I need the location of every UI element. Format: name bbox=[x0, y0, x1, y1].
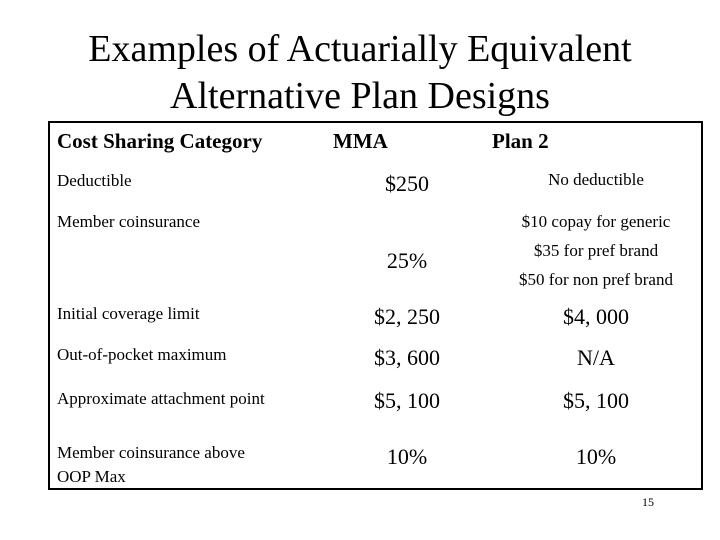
plan2-coinsurance-pref-brand: $35 for pref brand bbox=[533, 241, 659, 260]
mma-deductible-value: $250 bbox=[385, 171, 429, 196]
row-label-initial-coverage-limit: Initial coverage limit bbox=[57, 304, 200, 323]
plan2-coinsurance-above-oop-value: 10% bbox=[575, 444, 617, 469]
plan2-initial-coverage-limit-value: $4, 000 bbox=[563, 304, 629, 329]
row-label-coinsurance-above-oop-line-2: OOP Max bbox=[57, 467, 126, 486]
header-mma: MMA bbox=[333, 129, 388, 153]
page-number: 15 bbox=[642, 495, 654, 509]
header-plan-2: Plan 2 bbox=[492, 129, 549, 153]
plan2-coinsurance-non-pref-brand: $50 for non pref brand bbox=[519, 270, 673, 289]
header-cost-sharing-category: Cost Sharing Category bbox=[57, 129, 263, 153]
plan2-oop-maximum-value: N/A bbox=[577, 345, 615, 370]
title-line-1: Examples of Actuarially Equivalent bbox=[88, 28, 632, 70]
row-label-deductible: Deductible bbox=[57, 171, 132, 190]
plan-comparison-table bbox=[48, 121, 703, 490]
mma-initial-coverage-limit-value: $2, 250 bbox=[374, 304, 440, 329]
row-label-approximate-attachment-point: Approximate attachment point bbox=[57, 389, 265, 408]
row-label-coinsurance-above-oop-line-1: Member coinsurance above bbox=[57, 443, 245, 462]
title-line-2: Alternative Plan Designs bbox=[170, 75, 550, 117]
plan2-deductible-value: No deductible bbox=[548, 170, 644, 189]
row-label-member-coinsurance: Member coinsurance bbox=[57, 212, 201, 231]
mma-coinsurance-above-oop-value: 10% bbox=[386, 444, 428, 469]
plan2-attachment-point-value: $5, 100 bbox=[563, 388, 629, 413]
mma-member-coinsurance-value: 25% bbox=[386, 248, 428, 273]
mma-attachment-point-value: $5, 100 bbox=[374, 388, 440, 413]
mma-oop-maximum-value: $3, 600 bbox=[374, 345, 440, 370]
slide-title bbox=[0, 26, 720, 120]
plan2-coinsurance-generic: $10 copay for generic bbox=[521, 212, 671, 231]
row-label-out-of-pocket-maximum: Out-of-pocket maximum bbox=[57, 345, 227, 364]
